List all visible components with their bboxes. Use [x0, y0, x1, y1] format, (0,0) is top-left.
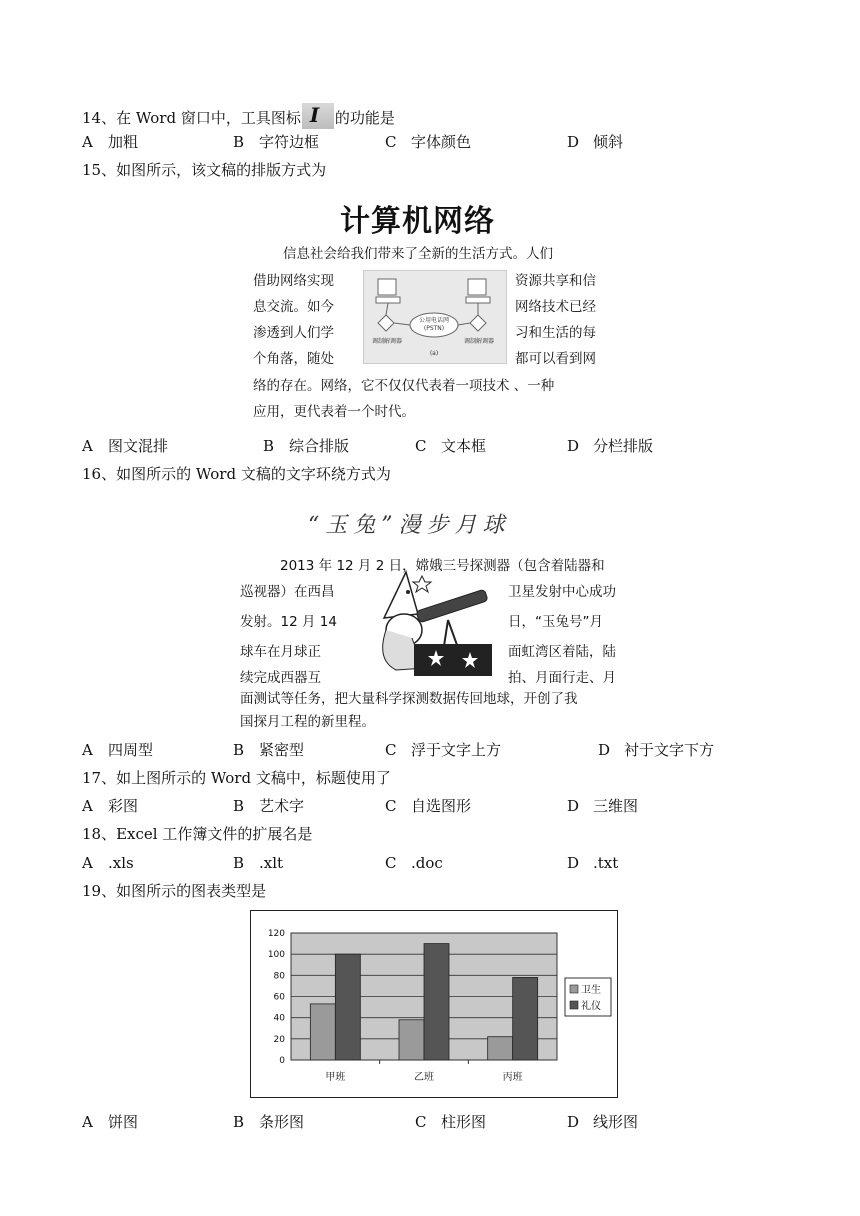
diagram-label: 调制解调器	[464, 338, 495, 345]
figure-16-line: 国探月工程的新里程。	[240, 714, 375, 730]
option[interactable]: D .txt	[567, 854, 619, 872]
option[interactable]: B 条形图	[233, 1113, 305, 1131]
diagram-label: (PSTN)	[423, 325, 445, 332]
x-tick-label: 甲班	[325, 1072, 346, 1083]
figure-15-left: 息交流。如今	[253, 299, 334, 315]
option[interactable]: B 艺术字	[233, 797, 305, 815]
italic-icon: I	[302, 103, 334, 129]
bar-甲班-卫生	[310, 1004, 335, 1060]
question-14-text-after: 的功能是	[334, 109, 395, 127]
question-16-text: 16、如图所示的 Word 文稿的文字环绕方式为	[82, 465, 391, 483]
figure-16-left: 续完成西器互	[240, 670, 321, 686]
x-tick-label: 丙班	[502, 1072, 523, 1083]
y-tick-label: 120	[267, 929, 285, 939]
y-tick-label: 60	[273, 992, 285, 1003]
figure-16	[238, 506, 648, 734]
y-tick-label: 100	[267, 950, 285, 961]
option[interactable]: A 图文混排	[82, 437, 169, 455]
figure-15-line: 应用，更代表着一个时代。	[253, 404, 415, 420]
network-diagram-image	[363, 270, 507, 364]
diagram-label: 公用电话网	[418, 317, 450, 324]
diagram-label: (a)	[429, 350, 439, 357]
figure-15-right: 网络技术已经	[515, 299, 596, 315]
option[interactable]: D 三维图	[567, 797, 639, 815]
option[interactable]: B 综合排版	[263, 437, 350, 455]
figure-16-left: 巡视器）在西昌	[240, 584, 335, 600]
figure-16-title: “玉兔”漫步月球	[308, 513, 511, 538]
figure-15-line: 信息社会给我们带来了全新的生活方式。人们	[283, 246, 553, 262]
figure-15-left: 借助网络实现	[253, 273, 334, 289]
bar-甲班-礼仪	[335, 954, 360, 1060]
question-14-text: 14、在 Word 窗口中，工具图标	[82, 109, 301, 127]
figure-16-left: 球车在月球正	[240, 644, 321, 660]
figure-15-left: 个角落，随处	[253, 351, 334, 367]
question-18-text: 18、Excel 工作簿文件的扩展名是	[82, 825, 313, 843]
option[interactable]: A 四周型	[82, 741, 154, 759]
option[interactable]: C 柱形图	[415, 1113, 487, 1131]
option[interactable]: B 紧密型	[233, 741, 305, 759]
y-tick-label: 40	[273, 1013, 285, 1024]
option[interactable]: A 彩图	[82, 797, 139, 815]
option[interactable]: B 字符边框	[233, 133, 320, 151]
figure-16-right: 拍、月面行走、月	[508, 670, 616, 686]
figure-16-right: 日，“玉兔号”月	[508, 614, 603, 630]
figure-15	[245, 196, 620, 421]
figure-15-right: 都可以看到网	[515, 351, 596, 367]
bar-乙班-卫生	[399, 1020, 424, 1060]
bar-乙班-礼仪	[424, 944, 449, 1060]
x-tick-label: 乙班	[414, 1072, 434, 1083]
bar-丙班-卫生	[488, 1037, 513, 1060]
figure-16-right: 卫星发射中心成功	[508, 584, 616, 600]
wizard-telescope-image	[356, 570, 496, 680]
question-19-text: 19、如图所示的图表类型是	[82, 882, 267, 900]
question-14	[82, 103, 395, 129]
y-tick-label: 80	[273, 971, 285, 982]
bar-chart	[250, 910, 618, 1098]
option[interactable]: A .xls	[82, 854, 134, 872]
option[interactable]: B .xlt	[233, 854, 284, 872]
y-tick-label: 20	[273, 1034, 285, 1045]
bar-丙班-礼仪	[513, 977, 538, 1060]
option[interactable]: A 饼图	[82, 1113, 139, 1131]
question-17-text: 17、如上图所示的 Word 文稿中，标题使用了	[82, 769, 391, 787]
option[interactable]: C 字体颜色	[385, 133, 472, 151]
figure-15-right: 资源共享和信	[515, 273, 596, 289]
option[interactable]: C 自选图形	[385, 797, 472, 815]
legend-label: 卫生	[581, 985, 601, 996]
legend-label: 礼仪	[581, 1001, 601, 1012]
bar-chart-svg	[251, 911, 617, 1097]
figure-15-right: 习和生活的每	[515, 325, 596, 341]
legend-swatch	[570, 985, 578, 993]
option[interactable]: C 浮于文字上方	[385, 741, 502, 759]
option[interactable]: A 加粗	[82, 133, 139, 151]
option[interactable]: D 衬于文字下方	[598, 741, 715, 759]
figure-16-left: 发射。12 月 14	[240, 614, 337, 630]
figure-15-line: 络的存在。网络，它不仅仅代表着一项技术 、一种	[253, 378, 555, 394]
y-tick-label: 0	[279, 1056, 285, 1066]
figure-16-line: 面测试等任务，把大量科学探测数据传回地球，开创了我	[240, 691, 578, 707]
figure-16-line: 2013 年 12 月 2 日，嫦娥三号探测器（包含着陆器和	[280, 558, 605, 574]
option[interactable]: C 文本框	[415, 437, 487, 455]
question-15-text: 15、如图所示，该文稿的排版方式为	[82, 161, 327, 179]
legend-swatch	[570, 1001, 578, 1009]
figure-16-right: 面虹湾区着陆，陆	[508, 644, 616, 660]
figure-15-left: 渗透到人们学	[253, 325, 334, 341]
option[interactable]: D 线形图	[567, 1113, 639, 1131]
option[interactable]: D 分栏排版	[567, 437, 654, 455]
option[interactable]: C .doc	[385, 854, 443, 872]
diagram-label: 调制解调器	[372, 338, 403, 345]
figure-15-title: 计算机网络	[340, 204, 495, 239]
option[interactable]: D 倾斜	[567, 133, 624, 151]
